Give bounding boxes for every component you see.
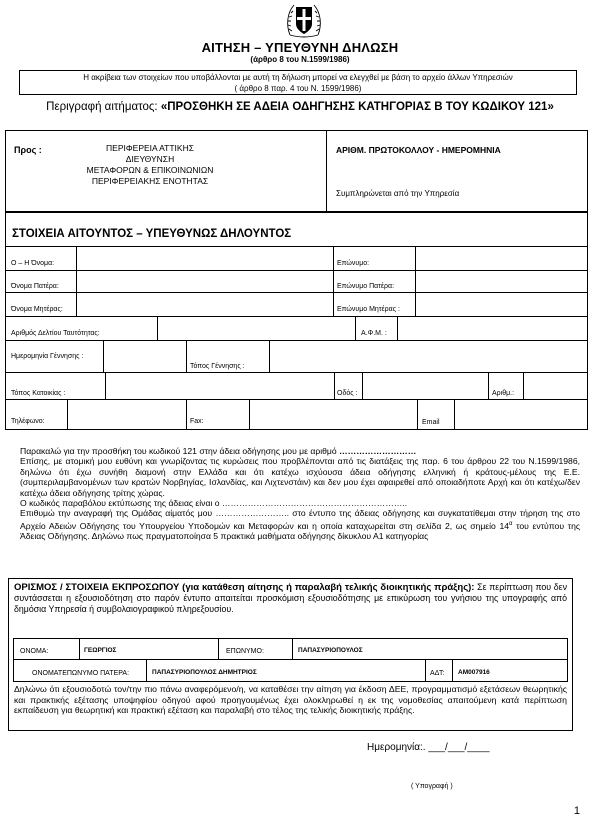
rep-father-label: ΟΝΟΜΑΤΕΠΩΝΥΜΟ ΠΑΤΕΡΑ:	[32, 670, 130, 677]
declaration-p4-text-a: Επιθυμώ την αναγραφή της Ομάδας αίματός μου …………………….. στο έντυπο της άδειας οδήγησης και συγκατατίθεμαι στην τήρηση της στο Αρχείο Αδειών Οδήγησης του Υπουργείου Υποδομών και Μεταφορών και η οποία καταχωρείται στη σελίδα 2, ως σημείο 14	[20, 508, 580, 531]
recipient-label: Προς :	[14, 145, 42, 155]
representative-intro	[14, 582, 567, 615]
fax-field[interactable]	[250, 400, 416, 429]
rep-name-label: ΟΝΟΜΑ:	[20, 648, 49, 655]
rep-father-value[interactable]: ΠΑΠΑΣΥΡΙΟΠΟΥΛΟΣ ΔΗΜΗΤΡΙΟΣ	[152, 669, 257, 676]
birth-place-label: Τόπος Γέννησης :	[190, 363, 245, 370]
page-number: 1	[573, 805, 580, 817]
mother-surname-label: Επώνυμο Μητέρας :	[337, 306, 400, 313]
rep-adt-label: ΑΔΤ:	[430, 670, 445, 677]
rep-name-value[interactable]: ΓΕΩΡΓΙΟΣ	[84, 647, 117, 654]
filled-by-service: Συμπληρώνεται από την Υπηρεσία	[336, 189, 460, 198]
declaration-p4-sup: α	[509, 520, 513, 527]
surname-field[interactable]	[416, 247, 587, 269]
birth-date-field[interactable]	[104, 341, 185, 371]
mother-surname-field[interactable]	[416, 293, 587, 315]
residence-field[interactable]	[106, 373, 333, 398]
number-label: Αριθμ.:	[492, 390, 515, 397]
protocol-label: ΑΡΙΘΜ. ΠΡΩΤΟΚΟΛΛΟΥ - ΗΜΕΡΟΜΗΝΙΑ	[336, 145, 501, 155]
id-number-label: Αριθμός Δελτίου Ταυτότητας:	[11, 330, 100, 337]
rep-adt-value[interactable]: ΑΜ007916	[458, 669, 490, 676]
greek-emblem-icon	[284, 1, 324, 39]
notice-line-2: ( άρθρο 8 παρ. 4 του Ν. 1599/1986)	[234, 84, 362, 93]
rep-surname-label: ΕΠΩΝΥΜΟ:	[226, 648, 264, 655]
name-label: Ο – Η Όνομα:	[11, 260, 55, 267]
rep-surname-value[interactable]: ΠΑΠΑΣΥΡΙΟΠΟΥΛΟΣ	[298, 647, 363, 654]
mother-name-field[interactable]	[77, 293, 332, 315]
residence-label: Τόπος Κατοικίας :	[11, 390, 66, 397]
description-value: «ΠΡΟΣΘΗΚΗ ΣΕ ΑΔΕΙΑ ΟΔΗΓΗΣΗΣ ΚΑΤΗΓΟΡΙΑΣ Β ΤΟΥ ΚΩΔΙΚΟΥ 121»	[160, 101, 554, 113]
declaration-p1-text: Παρακαλώ για την προσθήκη του κωδικού 121 στην άδεια οδήγησης μου με αριθμό	[20, 446, 340, 456]
birth-date-label: Ημερομηνία Γέννησης :	[11, 353, 84, 360]
id-number-field[interactable]	[158, 317, 354, 339]
father-surname-label: Επώνυμο Πατέρα:	[337, 283, 395, 290]
notice-line-1: Η ακρίβεια των στοιχείων που υποβάλλονται με αυτή τη δήλωση μπορεί να ελεγχθεί με βάση το αρχείο άλλων Υπηρεσιών	[83, 73, 513, 82]
father-name-field[interactable]	[77, 271, 332, 291]
phone-label: Τηλέφωνο:	[11, 418, 45, 425]
street-label: Οδός :	[337, 390, 358, 397]
father-surname-field[interactable]	[416, 271, 587, 291]
authorization-statement: Δηλώνω ότι εξουσιοδοτώ τον/την πιο πάνω αναφερόμενο/η, να καταθέσει την αίτηση για έκδοση ΔΕΕ, προγραμματισμό εξετάσεων θεωρητικής και πρακτικής εξέτασης υποψηφίου οδηγού αφού προηγουμένως έχει ολοκληρωθεί η εκ της νομοθεσίας απαιτούμενη κατά περίπτωση εκπαίδευση για θεωρητική και πρακτική εξέταση και παραλαβή στο τέλος της τελικής διοικητικής πράξης.	[14, 684, 567, 716]
recipient-line-1: ΠΕΡΙΦΕΡΕΙΑ ΑΤΤΙΚΗΣ	[106, 143, 194, 153]
number-field[interactable]	[524, 373, 587, 398]
license-number-blank[interactable]: ………………………	[339, 446, 417, 456]
request-description	[20, 100, 580, 114]
street-field[interactable]	[363, 373, 487, 398]
name-field[interactable]	[77, 247, 332, 269]
form-title: ΑΙΤΗΣΗ – ΥΠΕΥΘΥΝΗ ΔΗΛΩΣΗ	[201, 40, 399, 55]
description-label: Περιγραφή αιτήματος:	[46, 101, 158, 113]
accuracy-notice	[19, 70, 577, 95]
recipient-lines	[50, 143, 250, 187]
declaration-p1	[20, 446, 580, 456]
form-subtitle: (άρθρο 8 του Ν.1599/1986)	[250, 55, 350, 64]
email-label: Email	[422, 419, 440, 426]
recipient-line-2: ΔΙΕΥΘΥΝΣΗ	[125, 154, 175, 164]
phone-field[interactable]	[68, 400, 185, 429]
email-field[interactable]	[455, 400, 587, 429]
recipient-line-3: ΜΕΤΑΦΟΡΩΝ & ΕΠΙΚΟΙΝΩΝΙΩΝ	[86, 165, 214, 175]
applicant-heading: ΣΤΟΙΧΕΙΑ ΑΙΤΟΥΝΤΟΣ – ΥΠΕΥΘΥΝΩΣ ΔΗΛΟΥΝΤΟΣ	[12, 228, 292, 240]
declaration-text	[20, 446, 580, 542]
surname-label: Επώνυμο:	[337, 260, 370, 267]
afm-field[interactable]	[398, 317, 587, 339]
afm-label: Α.Φ.Μ. :	[361, 330, 387, 337]
declaration-p4	[20, 508, 580, 541]
declaration-p3: Ο κωδικός παραβόλου εκτύπωσης της άδειας είναι ο ………………………………………………………..	[20, 498, 408, 509]
father-name-label: Όνομα Πατέρα:	[11, 283, 59, 290]
birth-place-field[interactable]	[270, 341, 587, 371]
representative-text: Σε περίπτωση που δεν συντάσσεται η εξουσιοδότηση στο παρόν έντυπο απαιτείται προσκόμιση εξουσιοδότησης με επικύρωση του γνήσιου της υπογραφής από δημόσια Υπηρεσία ή συμβολαιογραφικού πληρεξουσίου.	[14, 582, 567, 614]
representative-title: ΟΡΙΣΜΟΣ / ΣΤΟΙΧΕΙΑ ΕΚΠΡΟΣΩΠΟΥ (για κατάθεση αίτησης ή παραλαβή τελικής διοικητικής πράξης):	[14, 582, 475, 593]
mother-name-label: Όνομα Μητέρας:	[11, 306, 63, 313]
date-line[interactable]: Ημερομηνία:. ___/___/____	[367, 742, 490, 753]
recipient-line-4: ΠΕΡΙΦΕΡΕΙΑΚΗΣ ΕΝΟΤΗΤΑΣ	[91, 176, 209, 186]
signature-label: ( Υπογραφή )	[411, 783, 453, 790]
fax-label: Fax:	[190, 418, 204, 425]
declaration-p2: Επίσης, με ατομική μου ευθύνη και γνωρίζοντας τις κυρώσεις που προβλέπονται από τις διατάξεις της παρ. 6 του άρθρου 22 του Ν.1599/1986, δηλώνω ότι έχω συνήθη διαμονή στην Ελλάδα και ότι κατέχω ισχύουσα άδεια οδήγησης ελληνική ή κράτους-μέλους της Ε.Ε. (συμπεριλαμβανομένων των κρατών Νορβηγίας, Ισλανδίας, και Λιχτενστάιν) και δεν μου έχει αφαιρεθεί από οποιαδήποτε Αρχή και ότι κατέχω/δεν κατέχω άδεια οδήγησης τρίτης χώρας.	[20, 456, 580, 498]
declaration-p4-text-b: του εντύπου της Άδειας Οδήγησης. Δηλώνω πως πραγματοποίησα 5 πρακτικά μαθήματα οδήγησης δίκυκλου Α1 κατηγορίας	[20, 520, 580, 542]
